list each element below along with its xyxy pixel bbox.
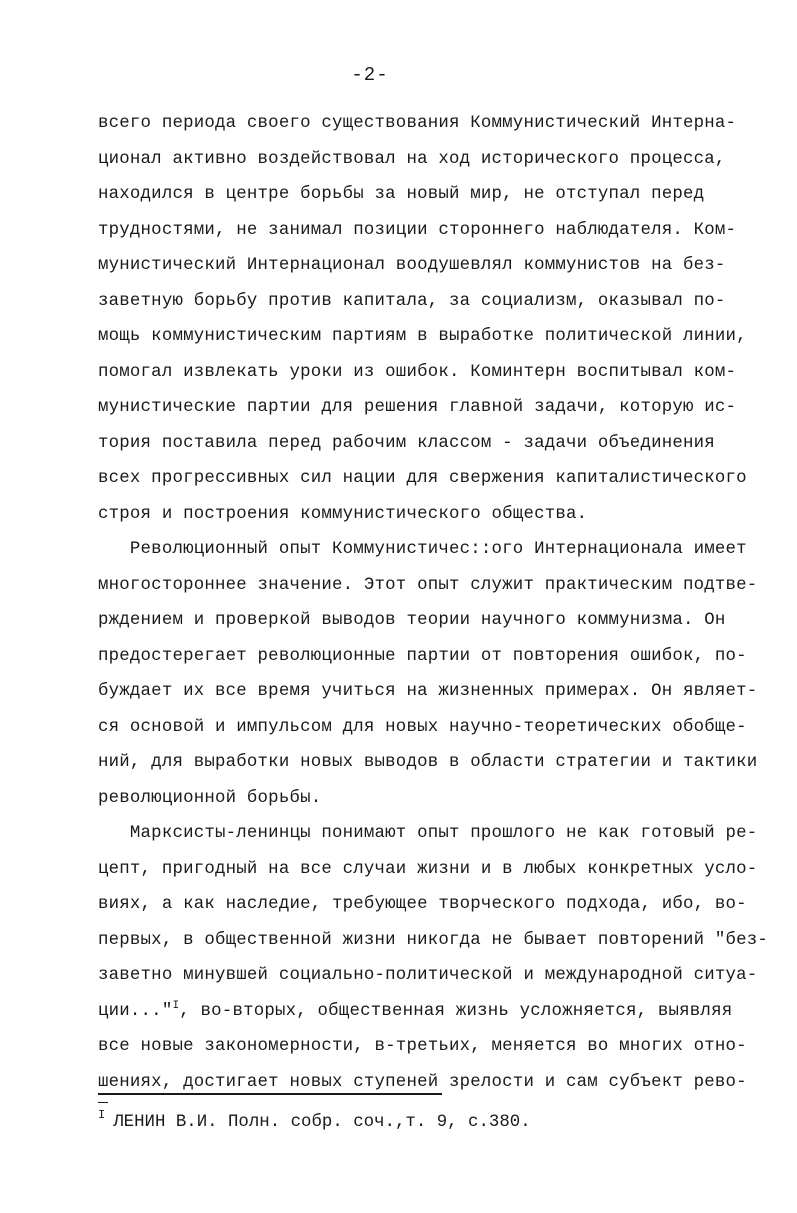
text-line: ся основой и импульсом для новых научно-теоретических обобще-: [98, 717, 747, 737]
footnote-mark: I: [98, 1108, 106, 1122]
text-line: буждает их все время учиться на жизненных примерах. Он являет-: [98, 682, 758, 701]
text-line: шениях, достигает новых ступеней зрелости и сам субъект рево-: [98, 1072, 747, 1092]
text-line: виях, а как наследие, требующее творческого подхода, ибо, во-: [98, 895, 747, 914]
footnote-divider-tick: [98, 1102, 108, 1103]
line-start: ции...": [98, 1001, 173, 1021]
text-line: Марксисты-ленинцы понимают опыт прошлого не как готовый ре-: [98, 824, 758, 843]
text-line: тория поставила перед рабочим классом - задачи объединения: [98, 433, 715, 453]
footnote-text: ЛЕНИН В.И. Полн. собр. соч.,т. 9, с.380.: [113, 1113, 531, 1132]
text-line: строя и построения коммунистического общества.: [98, 504, 588, 524]
text-line: заветно минувшей социально-политической и международной ситуа-: [98, 966, 758, 985]
text-line: Революционный опыт Коммунистичес::ого Интернационала имеет: [98, 540, 747, 559]
text-line: цепт, пригодный на все случаи жизни и в любых конкретных усло-: [98, 859, 758, 879]
page-number: -2-: [351, 64, 389, 86]
text-line: мунистические партии для решения главной задачи, которую ис-: [98, 398, 737, 417]
text-line: всего периода своего существования Коммунистический Интерна-: [98, 114, 737, 133]
text-line-with-footnote-ref: [98, 994, 768, 1030]
text-line: ний, для выработки новых выводов в области стратегии и тактики: [98, 753, 758, 772]
text-line: заветную борьбу против капитала, за социализм, оказывал по-: [98, 291, 726, 311]
text-line: многостороннее значение. Этот опыт служит практическим подтве-: [98, 575, 758, 595]
text-line: помогал извлекать уроки из ошибок. Коминтерн воспитывал ком-: [98, 362, 737, 382]
text-line: революционной борьбы.: [98, 788, 322, 808]
text-line: рждением и проверкой выводов теории научного коммунизма. Он: [98, 611, 726, 630]
paragraph-2: [98, 532, 768, 816]
body-text: [98, 106, 768, 1100]
text-line: предостерегает революционные партии от повторения ошибок, по-: [98, 646, 747, 666]
paragraph-3: [98, 816, 768, 1100]
footnote-reference: I: [172, 999, 180, 1012]
line-end: , во-вторых, общественная жизнь усложняется, выявляя: [179, 1001, 733, 1021]
text-line: всех прогрессивных сил нации для свержения капиталистического: [98, 469, 747, 488]
text-line: мощь коммунистическим партиям в выработке политической линии,: [98, 327, 747, 346]
text-line: все новые закономерности, в-третьих, меняется во многих отно-: [98, 1037, 747, 1056]
paragraph-1: [98, 106, 768, 532]
footnote-divider: [98, 1093, 442, 1095]
text-line: ционал активно воздействовал на ход исторического процесса,: [98, 149, 726, 169]
text-line: мунистический Интернационал воодушевлял коммунистов на без-: [98, 256, 726, 275]
text-line: находился в центре борьбы за новый мир, не отступал перед: [98, 185, 705, 204]
footnote: [98, 1108, 531, 1132]
text-line: трудностями, не занимал позиции стороннего наблюдателя. Ком-: [98, 220, 737, 240]
text-line: первых, в общественной жизни никогда не бывает повторений "без-: [98, 930, 769, 950]
